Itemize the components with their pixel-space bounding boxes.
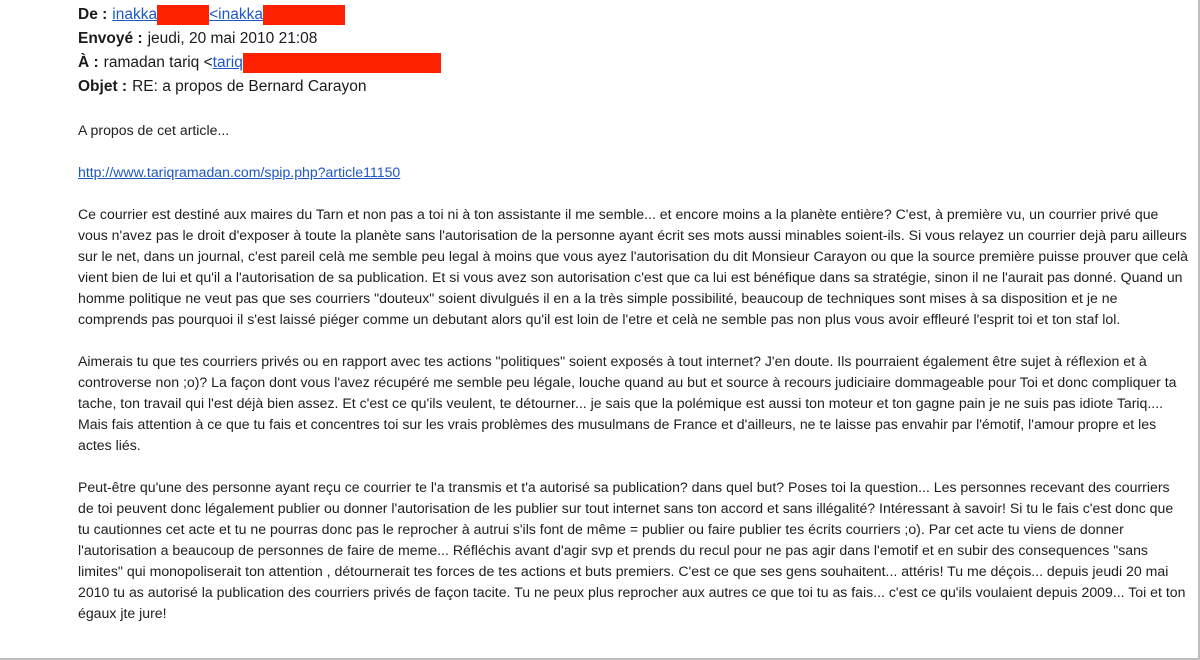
redaction-box	[263, 5, 345, 25]
redaction-box	[243, 53, 441, 73]
from-row: De : inakka <inakka	[78, 3, 441, 27]
message-intro: A propos de cet article...	[78, 122, 230, 138]
redaction-box	[157, 5, 209, 25]
from-label: De	[78, 6, 98, 23]
to-address-link[interactable]: tariq	[212, 54, 243, 71]
subject-row: Objet : RE: a propos de Bernard Carayon	[78, 75, 441, 99]
sent-label: Envoyé	[78, 30, 134, 47]
article-link[interactable]: http://www.tariqramadan.com/spip.php?article11150	[78, 164, 401, 180]
to-name: ramadan tariq <	[103, 54, 213, 71]
message-paragraph: Peut-être qu'une des personne ayant reçu ce courrier te l'a transmis et t'a autorisé sa publication? dans quel but? Poses toi la question... Les personnes recevant des courriers de toi peuvent donc légalement publier ou donner l'autorisation de les publier sur tout internet sans ton accord et sans illégalité? Intéressant à savoir! Si tu le fais c'est donc que tu cautionnes cet acte et tu ne pourras donc pas le reprocher à autrui s'ils font de même = publier ou faire publier tes écrits courriers ;o). Par cet acte tu viens de donner l'autorisation a beaucoup de personnes de faire de meme... Réfléchis avant d'agir svp et prends du recul pour ne pas agir dans l'emotif et en subir des consequences "sans limites" qui monopoliserait ton attention , détournerait tes forces de tes actions et buts premiers. C'est ce que ses gens souhaitent... attéris! Tu me déçois... depuis jeudi 20 mai 2010 tu as autorisé la publication des courriers privés de façon tacite. Tu ne peux plus reprocher aux autres ce que toi tu as fais... c'est ce qu'ils voulaient depuis 2009... Toi et ton égaux jte jure!	[78, 479, 1186, 621]
sent-value: jeudi, 20 mai 2010 21:08	[147, 30, 318, 47]
subject-label: Objet	[78, 78, 118, 95]
to-label: À	[78, 54, 90, 71]
from-address-link[interactable]: <inakka	[209, 6, 263, 23]
email-header	[78, 3, 441, 99]
subject-value: RE: a propos de Bernard Carayon	[132, 78, 367, 95]
sent-row: Envoyé : jeudi, 20 mai 2010 21:08	[78, 27, 441, 51]
message-body	[78, 120, 1188, 645]
article-link-line	[78, 162, 1188, 183]
from-name-link[interactable]: inakka	[112, 6, 158, 23]
message-paragraph: Aimerais tu que tes courriers privés ou en rapport avec tes actions "politiques" soient exposés à tout internet? J'en doute. Ils pourraient également être sujet à réflexion et à controverse non ;o)? La façon dont vous l'avez récupéré me semble peu légale, louche quand au but et source à recours judiciaire dommageable pour Toi et donc compliquer ta tache, ton travail qui l'est déjà bien assez. Et c'est ce qu'ils veulent, te détourner... je sais que la polémique est aussi ton moteur et ton gagne pain je ne suis pas idiote Tariq.... Mais fais attention à ce que tu fais et concentres toi sur les vrais problèmes des musulmans de France et d'ailleurs, ne te laisse pas envahir par l'émotif, l'amour propre et les actes liés.	[78, 353, 1177, 453]
to-row: À : ramadan tariq < tariq	[78, 51, 441, 75]
message-paragraph: Ce courrier est destiné aux maires du Tarn et non pas a toi ni à ton assistante il me semble... et encore moins a la planète entière? C'est, à première vu, un courrier privé que vous n'avez pas le droit d'exposer à toute la planète sans l'autorisation de la personne ayant écrit ses mots aussi minables soient-ils. Si vous relayez un courrier dejà paru ailleurs sur le net, dans un journal, c'est pareil celà me semble peu legal à moins que vous ayez l'autorisation du dit Monsieur Carayon ou que la source première puisse prouver que celà vient bien de lui et qu'il a l'autorisation de sa publication. Et si vous avez son autorisation c'est que ca lui est bénéfique dans sa stratégie, sinon il ne l'aurait pas donné. Quand un homme politique ne veut pas que ses courriers "douteux" soient divulgués il en a la très simple possibilité, beaucoup de techniques sont mises à sa disposition et je ne comprends pas pourquoi il s'est laissé piéger comme un debutant alors qu'il est loin de l'etre et celà ne semble pas non plus vous avoir effleuré l'esprit toi et ton staf lol.	[78, 206, 1189, 327]
